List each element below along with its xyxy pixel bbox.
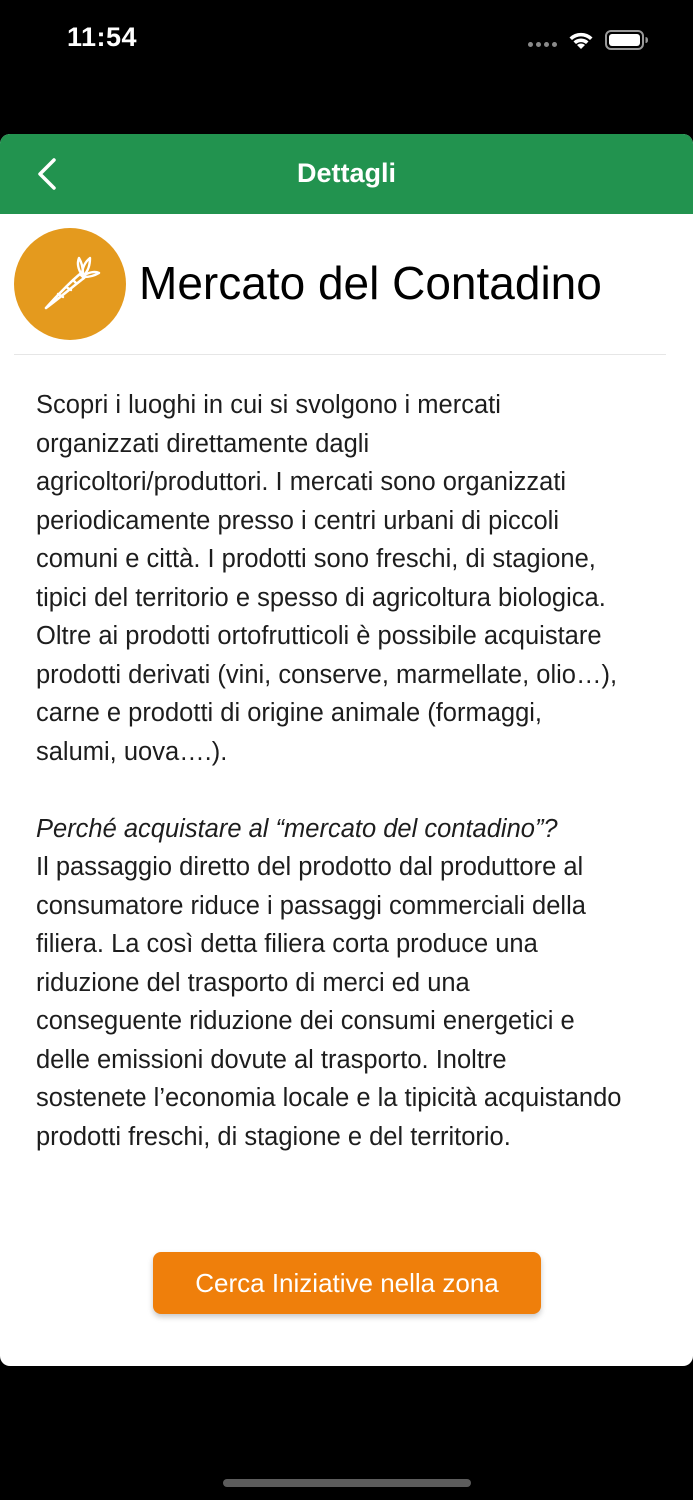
description-line: prodotti derivati (vini, conserve, marmellate, olio…), <box>36 660 618 689</box>
home-indicator[interactable] <box>223 1479 471 1487</box>
status-bar <box>0 0 693 80</box>
battery-icon <box>605 29 649 51</box>
wifi-icon <box>567 29 595 51</box>
description-line: filiera. La così detta filiera corta produce una <box>36 930 538 958</box>
description-line: consumatore riduce i passaggi commerciali della <box>36 891 586 920</box>
description-line: sostenete l’economia locale e la tipicità acquistando <box>36 1084 622 1112</box>
category-badge <box>14 228 126 340</box>
description-line: Oltre ai prodotti ortofrutticoli è possibile acquistare <box>36 622 602 650</box>
description-line: Il passaggio diretto del prodotto dal produttore al <box>36 853 584 881</box>
status-icons <box>528 26 649 54</box>
description-line: prodotti freschi, di stagione e del territorio. <box>36 1122 511 1151</box>
description-line: organizzati direttamente dagli <box>36 429 370 458</box>
description-line: riduzione del trasporto di merci ed una <box>36 968 470 997</box>
signal-dots-icon <box>528 42 557 47</box>
description-line: periodicamente presso i centri urbani di piccoli <box>36 506 560 535</box>
description-line: agricoltori/produttori. I mercati sono organizzati <box>36 468 567 496</box>
description-line: Scopri i luoghi in cui si svolgono i mercati <box>36 391 501 419</box>
description-text <box>36 386 666 1156</box>
nav-title: Dettagli <box>296 158 396 188</box>
description-line: carne e prodotti di origine animale (formaggi, <box>36 699 543 727</box>
paragraph-gap <box>36 771 666 810</box>
description-line: comuni e città. I prodotti sono freschi, di stagione, <box>36 545 596 573</box>
carrot-icon <box>42 254 102 314</box>
description-question: Perché acquistare al “mercato del contadino”? <box>36 814 558 843</box>
search-initiatives-button[interactable]: Cerca Iniziative nella zona <box>153 1252 541 1314</box>
navigation-bar <box>0 134 693 214</box>
description-line: delle emissioni dovute al trasporto. Inoltre <box>36 1045 507 1074</box>
description-line: conseguente riduzione dei consumi energetici e <box>36 1007 575 1035</box>
description-line: tipici del territorio e spesso di agricoltura biologica. <box>36 583 606 612</box>
divider <box>14 354 666 355</box>
item-header <box>14 228 666 340</box>
status-time: 11:54 <box>67 22 138 52</box>
detail-card <box>0 134 693 1366</box>
description-line: salumi, uova….). <box>36 737 228 766</box>
item-title: Mercato del Contadino <box>139 257 602 309</box>
